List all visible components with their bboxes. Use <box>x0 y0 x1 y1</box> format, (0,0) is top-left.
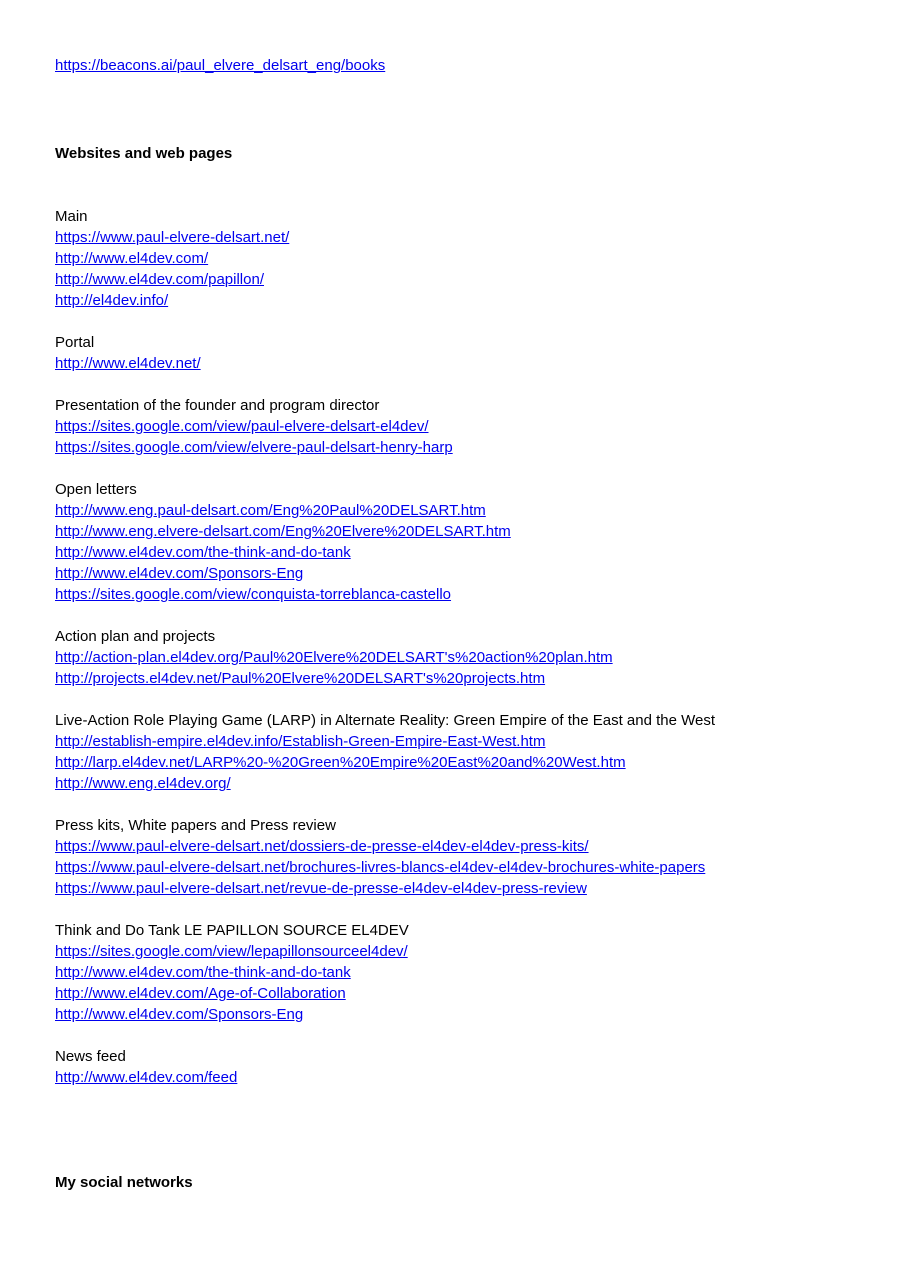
section <box>55 479 865 605</box>
section-title: Live-Action Role Playing Game (LARP) in Alternate Reality: Green Empire of the East and the West <box>55 712 716 729</box>
section-link[interactable]: https://www.paul-elvere-delsart.net/ <box>55 229 290 246</box>
section-title: Main <box>55 208 88 225</box>
section-link[interactable]: http://www.el4dev.com/ <box>55 250 209 267</box>
section-link[interactable]: https://sites.google.com/view/elvere-paul-delsart-henry-harp <box>55 439 453 456</box>
social-networks-heading: My social networks <box>55 1174 193 1191</box>
section-link[interactable]: http://www.eng.paul-delsart.com/Eng%20Paul%20DELSART.htm <box>55 502 486 519</box>
section <box>55 332 865 374</box>
section <box>55 920 865 1025</box>
section-link[interactable]: http://www.eng.el4dev.org/ <box>55 775 231 792</box>
sections <box>55 206 865 1088</box>
section-title: Think and Do Tank LE PAPILLON SOURCE EL4DEV <box>55 922 409 939</box>
section-link[interactable]: http://www.el4dev.com/Age-of-Collaboration <box>55 985 346 1002</box>
section-link[interactable]: http://action-plan.el4dev.org/Paul%20Elvere%20DELSART's%20action%20plan.htm <box>55 649 613 666</box>
section-link[interactable]: http://www.el4dev.com/the-think-and-do-tank <box>55 544 351 561</box>
section-link[interactable]: https://www.paul-elvere-delsart.net/revue-de-presse-el4dev-el4dev-press-review <box>55 880 587 897</box>
section-link[interactable]: http://establish-empire.el4dev.info/Establish-Green-Empire-East-West.htm <box>55 733 546 750</box>
section-link[interactable]: http://www.el4dev.net/ <box>55 355 201 372</box>
section-link[interactable]: http://larp.el4dev.net/LARP%20-%20Green%20Empire%20East%20and%20West.htm <box>55 754 626 771</box>
section-link[interactable]: http://projects.el4dev.net/Paul%20Elvere%20DELSART's%20projects.htm <box>55 670 546 687</box>
section <box>55 815 865 899</box>
section-title: Action plan and projects <box>55 628 216 645</box>
section-link[interactable]: http://www.el4dev.com/Sponsors-Eng <box>55 565 304 582</box>
section-link[interactable]: http://www.eng.elvere-delsart.com/Eng%20Elvere%20DELSART.htm <box>55 523 511 540</box>
section-link[interactable]: http://www.el4dev.com/feed <box>55 1069 238 1086</box>
section-link[interactable]: http://www.el4dev.com/the-think-and-do-tank <box>55 964 351 981</box>
section <box>55 710 865 794</box>
section-link[interactable]: https://www.paul-elvere-delsart.net/dossiers-de-presse-el4dev-el4dev-press-kits/ <box>55 838 589 855</box>
section-link[interactable]: https://www.paul-elvere-delsart.net/brochures-livres-blancs-el4dev-el4dev-brochures-white-papers <box>55 859 706 876</box>
section <box>55 395 865 458</box>
websites-heading: Websites and web pages <box>55 145 233 162</box>
section-link[interactable]: https://sites.google.com/view/lepapillonsourceel4dev/ <box>55 943 408 960</box>
section-link[interactable]: http://www.el4dev.com/papillon/ <box>55 271 264 288</box>
section-title: Open letters <box>55 481 137 498</box>
section <box>55 626 865 689</box>
section-title: Press kits, White papers and Press review <box>55 817 336 834</box>
section <box>55 1046 865 1088</box>
section-title: Presentation of the founder and program director <box>55 397 380 414</box>
beacons-books-link[interactable]: https://beacons.ai/paul_elvere_delsart_eng/books <box>55 57 386 74</box>
section-link[interactable]: http://www.el4dev.com/Sponsors-Eng <box>55 1006 304 1023</box>
section-link[interactable]: http://el4dev.info/ <box>55 292 169 309</box>
section-title: Portal <box>55 334 95 351</box>
section-link[interactable]: https://sites.google.com/view/paul-elvere-delsart-el4dev/ <box>55 418 429 435</box>
section-link[interactable]: https://sites.google.com/view/conquista-torreblanca-castello <box>55 586 452 603</box>
section-title: News feed <box>55 1048 126 1065</box>
section <box>55 206 865 311</box>
